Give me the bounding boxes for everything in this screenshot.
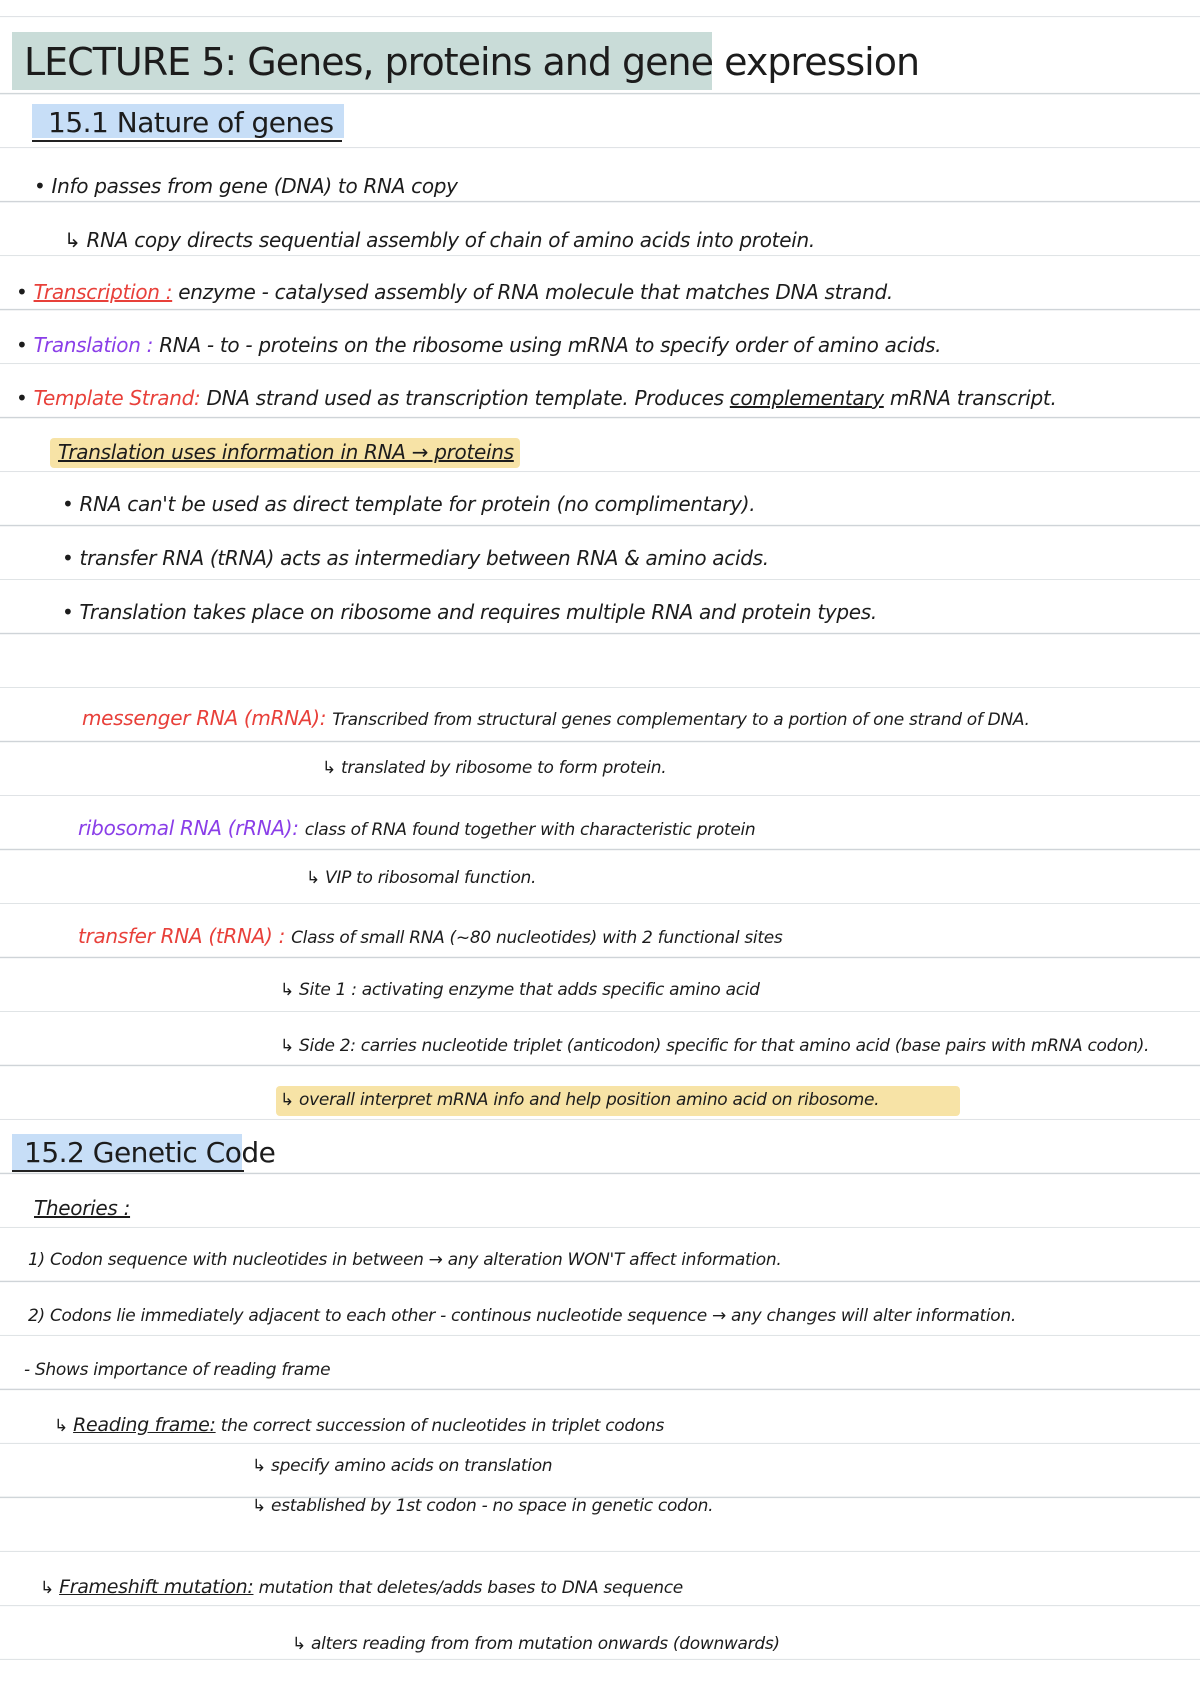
- section-152-underline: [12, 1170, 244, 1172]
- definition-mrna: [82, 706, 1030, 730]
- term-frameshift: Frameshift mutation:: [59, 1576, 254, 1598]
- definition-frameshift: [40, 1576, 683, 1598]
- definition-translation: [16, 333, 941, 357]
- arrow: ↳: [40, 1578, 60, 1598]
- bullet: •: [16, 333, 34, 357]
- definition-text: mRNA transcript.: [889, 386, 1057, 410]
- term-trna: transfer RNA (tRNA) :: [78, 924, 286, 948]
- note-line: ↳ RNA copy directs sequential assembly of chain of amino acids into protein.: [64, 228, 815, 252]
- definition-reading-frame: [54, 1414, 664, 1436]
- term-reading-frame: Reading frame:: [73, 1414, 216, 1436]
- definition-underlined-word: complementary: [729, 386, 884, 410]
- term-template-strand: Template Strand:: [33, 386, 201, 410]
- note-line: • Info passes from gene (DNA) to RNA copy: [34, 174, 458, 198]
- note-line: 1) Codon sequence with nucleotides in between → any alteration WON'T affect information.: [28, 1250, 782, 1270]
- note-line: • Translation takes place on ribosome and requires multiple RNA and protein types.: [62, 600, 877, 624]
- definition-text: enzyme - catalysed assembly of RNA molecule that matches DNA strand.: [178, 280, 893, 304]
- note-line: ↳ overall interpret mRNA info and help position amino acid on ribosome.: [280, 1090, 880, 1110]
- section-152-heading: 15.2 Genetic Code: [24, 1136, 276, 1169]
- definition-text: the correct succession of nucleotides in triplet codons: [220, 1416, 664, 1436]
- note-line: ↳ alters reading from from mutation onwards (downwards): [292, 1634, 780, 1654]
- note-line: ↳ Site 1 : activating enzyme that adds specific amino acid: [280, 980, 760, 1000]
- note-line: ↳ specify amino acids on translation: [252, 1456, 553, 1476]
- definition-text: class of RNA found together with characteristic protein: [304, 820, 756, 840]
- section-151-underline: [32, 140, 342, 142]
- definition-trna: [78, 924, 782, 948]
- bullet: •: [16, 280, 34, 304]
- note-line: • RNA can't be used as direct template for protein (no complimentary).: [62, 492, 756, 516]
- note-line: - Shows importance of reading frame: [24, 1360, 331, 1380]
- definition-text: Transcribed from structural genes complementary to a portion of one strand of DNA.: [332, 710, 1030, 730]
- note-line: ↳ established by 1st codon - no space in genetic codon.: [252, 1496, 714, 1516]
- note-line: ↳ Side 2: carries nucleotide triplet (anticodon) specific for that amino acid (base pairs with mRNA codon).: [280, 1036, 1150, 1056]
- note-line: 2) Codons lie immediately adjacent to each other - continous nucleotide sequence → any changes will alter information.: [28, 1306, 1016, 1326]
- definition-template-strand: [16, 386, 1057, 410]
- term-mrna: messenger RNA (mRNA):: [82, 706, 327, 730]
- arrow: ↳: [54, 1416, 74, 1436]
- bullet: •: [16, 386, 34, 410]
- definition-text: mutation that deletes/adds bases to DNA sequence: [258, 1578, 683, 1598]
- term-translation: Translation :: [33, 333, 154, 357]
- definition-text: RNA - to - proteins on the ribosome using mRNA to specify order of amino acids.: [159, 333, 942, 357]
- definition-text: Class of small RNA (~80 nucleotides) with 2 functional sites: [291, 928, 783, 948]
- note-line: ↳ VIP to ribosomal function.: [306, 868, 537, 888]
- note-line: • transfer RNA (tRNA) acts as intermediary between RNA & amino acids.: [62, 546, 769, 570]
- definition-rrna: [78, 816, 755, 840]
- definition-text: DNA strand used as transcription template. Produces: [206, 386, 724, 410]
- theories-heading: Theories :: [34, 1196, 131, 1220]
- note-line: ↳ translated by ribosome to form protein.: [322, 758, 667, 778]
- term-transcription: Transcription :: [33, 280, 173, 304]
- definition-transcription: [16, 280, 893, 304]
- page-title: LECTURE 5: Genes, proteins and gene expression: [24, 40, 920, 84]
- term-rrna: ribosomal RNA (rRNA):: [78, 816, 299, 840]
- section-151-heading: 15.1 Nature of genes: [48, 106, 334, 139]
- note-line: Translation uses information in RNA → proteins: [58, 440, 514, 464]
